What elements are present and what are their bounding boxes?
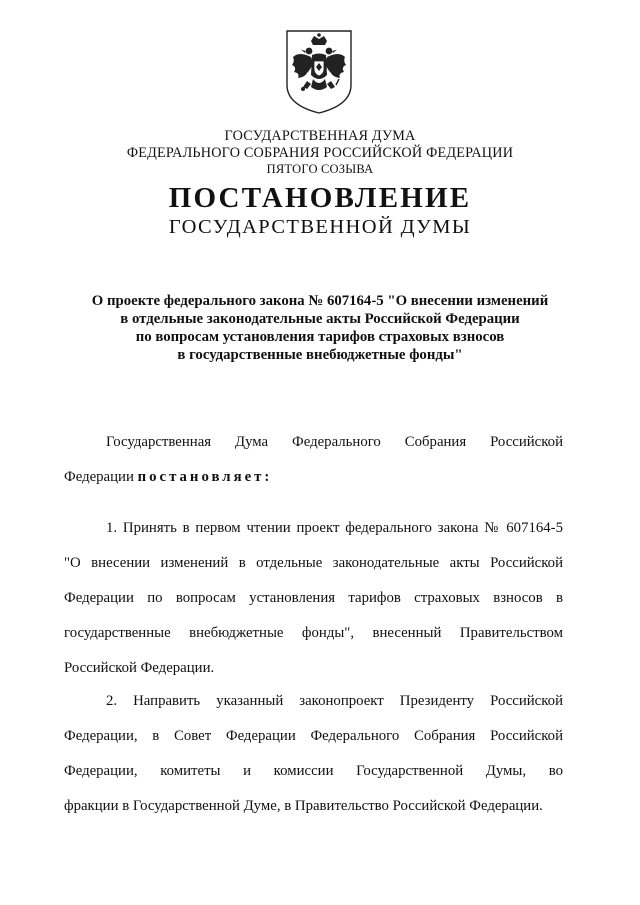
preamble-verb: постановляет:: [137, 469, 273, 485]
item1-line: 1. Принять в первом чтении проект федерального закона № 607164-5: [106, 520, 563, 536]
header-convocation: ПЯТОГО СОЗЫВА: [266, 162, 374, 176]
coat-of-arms-icon: [281, 27, 357, 115]
item1-line: "О внесении изменений в отдельные законодательные акты Российской: [64, 555, 563, 571]
item1-line: Российской Федерации.: [64, 660, 215, 676]
item2-line: Федерации, комитеты и комиссии Государственной Думы, во: [64, 763, 563, 779]
item2-line: 2. Направить указанный законопроект Президенту Российской: [106, 693, 563, 709]
subject-line: по вопросам установления тарифов страховых взносов: [135, 329, 505, 345]
item2-line: фракции в Государственной Думе, в Правительство Российской Федерации.: [64, 798, 543, 814]
document-title: ПОСТАНОВЛЕНИЕ: [168, 182, 472, 214]
document-subtitle: ГОСУДАРСТВЕННОЙ ДУМЫ: [168, 216, 472, 238]
preamble-line: [64, 467, 272, 487]
header-duma-name: ГОСУДАРСТВЕННАЯ ДУМА: [224, 128, 416, 144]
item1-line: Федерации по вопросам установления тарифов страховых взносов в: [64, 590, 563, 606]
subject-line: в государственные внебюджетные фонды": [177, 347, 463, 363]
subject-line: в отдельные законодательные акты Российской Федерации: [120, 311, 520, 327]
header-federal-assembly: ФЕДЕРАЛЬНОГО СОБРАНИЯ РОССИЙСКОЙ ФЕДЕРАЦИИ: [126, 145, 514, 161]
item1-line: государственные внебюджетные фонды", внесенный Правительством: [64, 625, 563, 641]
item2-line: Федерации, в Совет Федерации Федерального Собрания Российской: [64, 728, 563, 744]
preamble-line: Государственная Дума Федерального Собрания Российской: [106, 434, 563, 450]
document-subject: [40, 292, 600, 364]
preamble-lead: Федерации: [64, 469, 134, 485]
subject-line: О проекте федерального закона № 607164-5 "О внесении изменений: [91, 293, 549, 309]
